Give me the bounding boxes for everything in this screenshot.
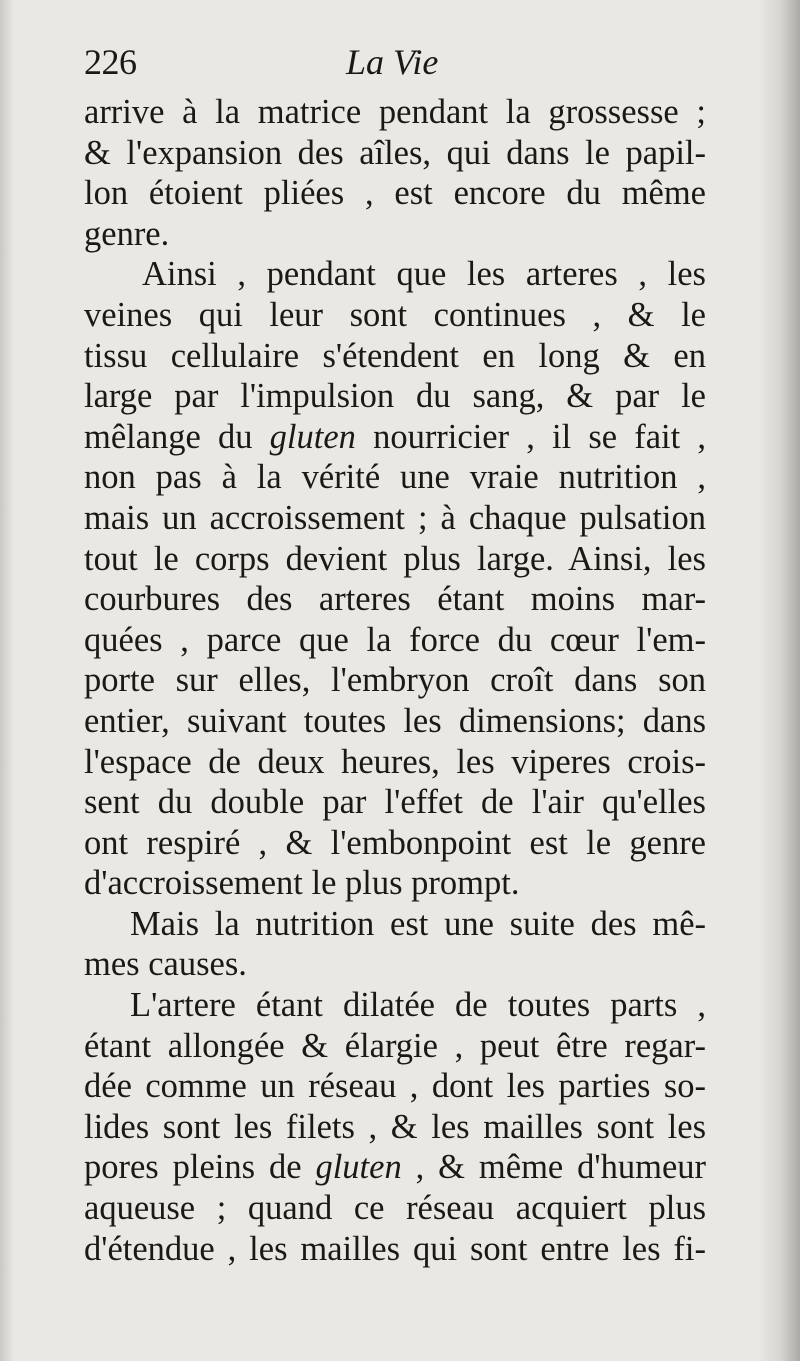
- text-line: & l'expansion des aîles, qui dans le papil-: [84, 133, 706, 172]
- text-line: Ainsi , pendant que les arteres , les: [142, 255, 706, 294]
- text-line: dée comme un réseau , dont les parties so-: [84, 1067, 706, 1106]
- page-left-edge-shadow: [0, 0, 14, 1361]
- text-line: porte sur elles, l'embryon croît dans son: [84, 661, 706, 700]
- paragraph: [84, 985, 706, 1269]
- page-gutter-shadow: [758, 0, 800, 1361]
- text-line: d'étendue , les mailles qui sont entre les fi-: [84, 1229, 706, 1268]
- text-line: mais un accroissement ; à chaque pulsation: [84, 498, 706, 537]
- text-line: lon étoient pliées , est encore du même: [84, 174, 706, 213]
- text-line: non pas à la vérité une vraie nutrition ,: [84, 458, 706, 497]
- text-line: lides sont les filets , & les mailles sont les: [84, 1107, 706, 1146]
- text-line: [84, 1147, 706, 1188]
- paragraph: [84, 904, 706, 985]
- text-line: d'accroissement le plus prompt.: [84, 864, 520, 903]
- text-line: l'espace de deux heures, les viperes crois-: [84, 742, 706, 781]
- text-line: arrive à la matrice pendant la grossesse ;: [84, 93, 706, 131]
- running-head: La Vie: [346, 42, 439, 82]
- text-line: mes causes.: [84, 945, 247, 984]
- text-line: large par l'impulsion du sang, & par le: [84, 377, 706, 416]
- text-line: genre.: [84, 214, 170, 253]
- text-line: [84, 417, 706, 458]
- text-run: mêlange du: [84, 417, 270, 456]
- text-line: Mais la nutrition est une suite des mê-: [130, 904, 706, 943]
- text-run: pores pleins de: [84, 1148, 316, 1187]
- text-line: quées , parce que la force du cœur l'em-: [84, 620, 706, 659]
- paragraph: [84, 92, 706, 254]
- page-number: 226: [84, 42, 137, 82]
- text-line: étant allongée & élargie , peut être regar-: [84, 1026, 706, 1065]
- text-line: aqueuse ; quand ce réseau acquiert plus: [84, 1189, 706, 1228]
- italic-term: gluten: [315, 1148, 402, 1187]
- text-line: veines qui leur sont continues , & le: [84, 295, 706, 334]
- text-line: tout le corps devient plus large. Ainsi, les: [84, 539, 706, 578]
- text-line: tissu cellulaire s'étendent en long & en: [84, 336, 706, 375]
- text-line: courbures des arteres étant moins mar-: [84, 580, 706, 619]
- paragraph: [84, 254, 706, 904]
- text-run: , & même d'humeur: [401, 1148, 706, 1187]
- text-line: L'artere étant dilatée de toutes parts ,: [130, 986, 706, 1025]
- text-line: ont respiré , & l'embonpoint est le genre: [84, 823, 706, 862]
- text-line: sent du double par l'effet de l'air qu'elles: [84, 783, 706, 822]
- body-text: [84, 92, 706, 1269]
- text-run: nourricier , il se fait ,: [355, 417, 706, 456]
- page-header: [84, 40, 706, 90]
- italic-term: gluten: [269, 417, 356, 456]
- text-line: entier, suivant toutes les dimensions; dans: [84, 701, 706, 740]
